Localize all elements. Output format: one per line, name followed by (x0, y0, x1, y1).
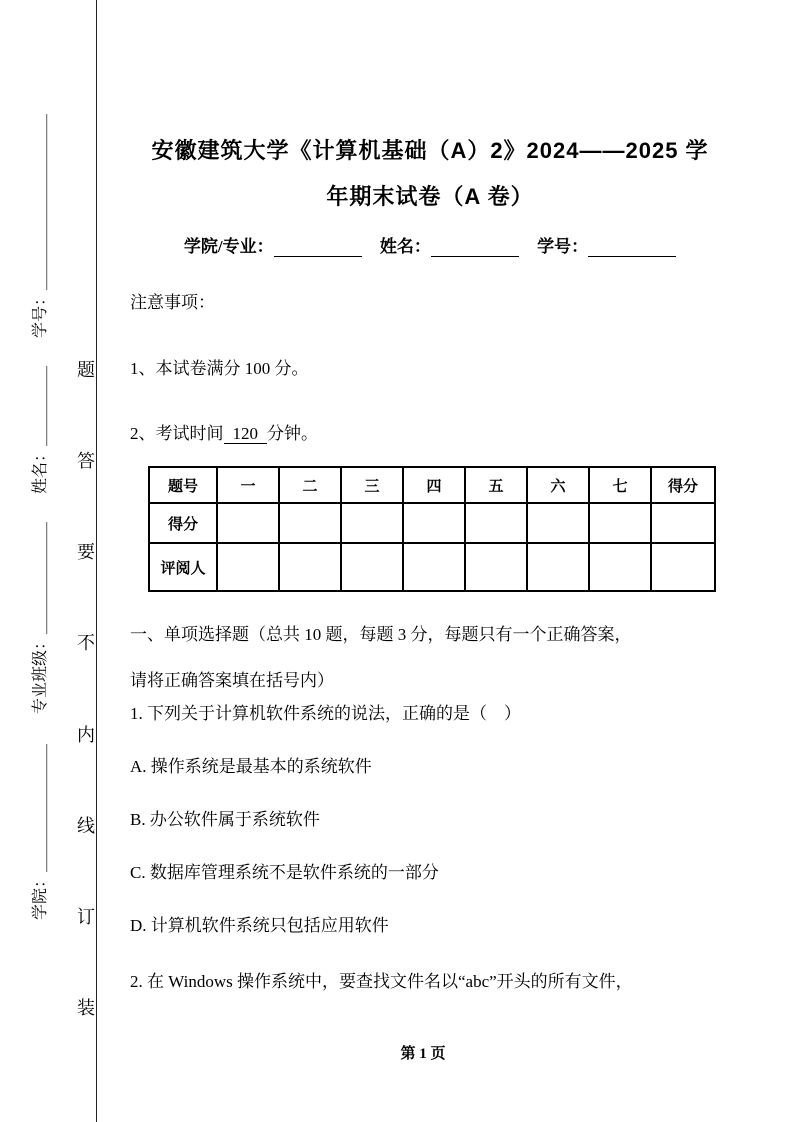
binding-char: 订 (77, 906, 95, 927)
binding-char: 装 (77, 997, 95, 1018)
note-item-2-suffix: 分钟。 (267, 424, 318, 443)
main-content (130, 0, 730, 992)
page-number: 第 1 页 (400, 1046, 446, 1062)
score-cell (279, 503, 341, 543)
score-table-header-cell: 三 (341, 467, 403, 503)
score-cell (341, 503, 403, 543)
score-cell (403, 503, 465, 543)
notes-heading: 注意事项： (130, 293, 215, 312)
score-table-header-cell: 一 (217, 467, 279, 503)
margin-field-blank: ＿＿＿＿＿＿＿ (32, 521, 49, 634)
reviewer-row-label: 评阅人 (149, 543, 217, 591)
score-table-header-row (149, 467, 715, 503)
section-1-heading-line-1: 一、单项选择题（总共 10 题，每题 3 分，每题只有一个正确答案， (130, 625, 632, 644)
note-item-1: 1、本试卷满分 100 分。 (130, 359, 309, 378)
question-1-option-b: B. 办公软件属于系统软件 (130, 810, 320, 829)
score-cell (465, 543, 527, 591)
margin-field-student-id (27, 114, 50, 338)
college-major-blank (274, 239, 362, 257)
section-1-heading (130, 612, 730, 704)
score-table-header-cell: 四 (403, 467, 465, 503)
name-blank (431, 239, 519, 257)
section-1-heading-line-2: 请将正确答案填在括号内） (130, 671, 334, 690)
margin-field-label: 专业班级： (32, 633, 49, 714)
score-cell (217, 503, 279, 543)
score-cell (279, 543, 341, 591)
question-1-option-d: D. 计算机软件系统只包括应用软件 (130, 916, 389, 935)
score-table-header-cell: 六 (527, 467, 589, 503)
margin-field-blank: ＿＿＿＿＿ (32, 365, 49, 446)
title-line-2: 年期末试卷（A 卷） (326, 184, 534, 209)
score-table-header-cell: 七 (589, 467, 651, 503)
margin-field-label: 学院： (32, 871, 49, 920)
margin-field-blank: ＿＿＿＿＿＿＿＿＿＿＿ (32, 113, 49, 290)
score-cell (651, 503, 715, 543)
score-cell (465, 503, 527, 543)
page-title (130, 128, 730, 220)
score-table-header-cell: 题号 (149, 467, 217, 503)
score-row (149, 503, 715, 543)
note-item-2-prefix: 2、考试时间 (130, 424, 224, 443)
margin-field-name (27, 366, 50, 494)
name-label: 姓名： (379, 237, 431, 256)
question-1-option-a: A. 操作系统是最基本的系统软件 (130, 757, 372, 776)
score-table-header-cell: 二 (279, 467, 341, 503)
title-line-1: 安徽建筑大学《计算机基础（A）2》2024——2025 学 (151, 138, 709, 163)
exam-duration-value: 120 (224, 424, 268, 444)
score-cell (651, 543, 715, 591)
margin-field-college (27, 744, 50, 920)
binding-char: 不 (77, 633, 95, 654)
score-cell (403, 543, 465, 591)
reviewer-row (149, 543, 715, 591)
score-table-header-cell: 得分 (651, 467, 715, 503)
score-row-label: 得分 (149, 503, 217, 543)
note-item-2 (130, 424, 730, 444)
score-cell (589, 503, 651, 543)
question-2: 2. 在 Windows 操作系统中，要查找文件名以“abc”开头的所有文件， (130, 972, 633, 991)
question-1-option-c: C. 数据库管理系统不是软件系统的一部分 (130, 863, 439, 882)
margin-field-label: 学号： (32, 289, 49, 338)
score-table (148, 466, 716, 592)
binding-text-column (75, 356, 97, 1020)
binding-char: 线 (77, 815, 95, 836)
student-id-blank (588, 239, 676, 257)
question-1: 1. 下列关于计算机软件系统的说法，正确的是（ ） (130, 704, 521, 723)
student-info-line (130, 232, 730, 257)
score-cell (527, 503, 589, 543)
margin-field-blank: ＿＿＿＿＿＿＿＿ (32, 743, 49, 872)
binding-char: 答 (77, 451, 95, 472)
score-table-header-cell: 五 (465, 467, 527, 503)
binding-char: 题 (77, 360, 95, 380)
score-cell (589, 543, 651, 591)
binding-char: 内 (77, 724, 95, 745)
margin-field-label: 姓名： (32, 445, 49, 494)
binding-char: 要 (77, 542, 95, 563)
college-major-label: 学院/专业： (183, 237, 274, 256)
margin-field-class (27, 522, 50, 714)
score-cell (341, 543, 403, 591)
student-id-label: 学号： (537, 237, 589, 256)
score-cell (527, 543, 589, 591)
score-cell (217, 543, 279, 591)
